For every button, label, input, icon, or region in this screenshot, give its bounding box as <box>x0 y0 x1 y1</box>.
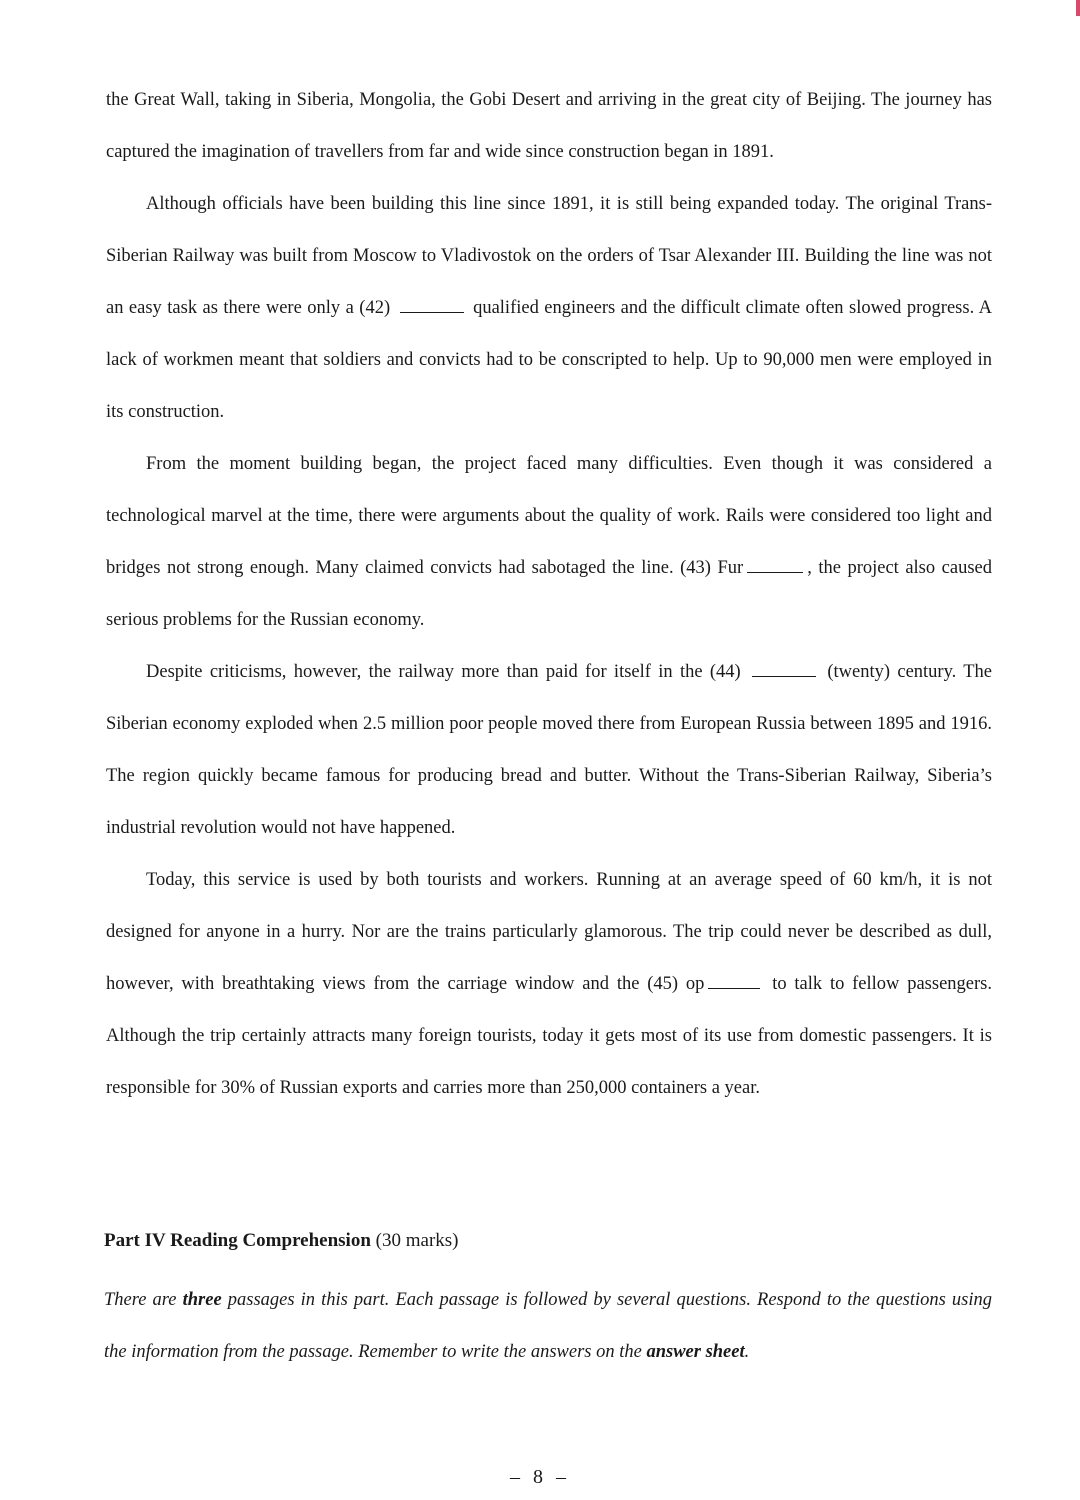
instructions-emphasis-answer-sheet: answer sheet <box>646 1342 745 1362</box>
part-title: Part IV Reading Comprehension <box>104 1230 371 1251</box>
instructions-period: . <box>744 1342 750 1362</box>
part-marks: (30 marks) <box>375 1230 459 1251</box>
blank-42 <box>400 311 464 313</box>
blank-43 <box>747 571 803 573</box>
part-instructions <box>104 1274 992 1378</box>
passage-paragraph-4 <box>106 646 992 854</box>
paragraph-1-text: the Great Wall, taking in Siberia, Mongolia, the Gobi Desert and arriving in the great city of Beijing. The journey has captured the imagination of travellers from far and wide since construction began in 1891. <box>106 90 992 162</box>
part-heading <box>104 1230 459 1252</box>
instructions-text-1: There are <box>104 1290 177 1310</box>
passage-paragraph-1 <box>106 74 992 178</box>
instructions-text-2: passages in this part. Each passage is followed by several questions. Respond to the questions using the information from the passage. Remember to write the answers on the <box>104 1290 993 1362</box>
paragraph-5-text-after: to talk to fellow passengers. Although the trip certainly attracts many foreign tourists, today it gets most of its use from domestic passengers. It is responsible for 30% of Russian exports and carries more than 250,000 containers a year. <box>106 974 992 1098</box>
passage-paragraph-2 <box>106 178 992 438</box>
paragraph-4-text-before: Despite criticisms, however, the railway more than paid for itself in the (44) <box>146 662 741 682</box>
passage-paragraph-5 <box>106 854 992 1114</box>
passage-text <box>106 74 992 1114</box>
blank-44 <box>752 675 816 677</box>
blank-45 <box>708 987 760 989</box>
corner-mark <box>1076 0 1080 16</box>
passage-paragraph-3 <box>106 438 992 646</box>
paragraph-5-text-before: Today, this service is used by both tourists and workers. Running at an average speed of 60 km/h, it is not designed for anyone in a hurry. Nor are the trains particularly glamorous. The trip could never be described as dull, however, with breathtaking views from the carriage window and the (45) op <box>106 870 992 994</box>
paragraph-3-text-after: , the project also caused serious problems for the Russian economy. <box>106 558 992 630</box>
paragraph-2-text-before: Although officials have been building this line since 1891, it is still being expanded today. The original Trans-Siberian Railway was built from Moscow to Vladivostok on the orders of Tsar Alexander III. Building the line was not an easy task as there were only a (42) <box>106 194 992 318</box>
paragraph-3-text-before: From the moment building began, the project faced many difficulties. Even though it was considered a technological marvel at the time, there were arguments about the quality of work. Rails were considered too light and bridges not strong enough. Many claimed convicts had sabotaged the line. (43) Fur <box>106 454 992 578</box>
paragraph-2-text-after: qualified engineers and the difficult climate often slowed progress. A lack of workmen meant that soldiers and convicts had to be conscripted to help. Up to 90,000 men were employed in its construction. <box>106 298 993 422</box>
instructions-emphasis-three: three <box>182 1290 222 1310</box>
page-number: – 8 – <box>510 1466 570 1488</box>
paragraph-4-text-after: (twenty) century. The Siberian economy exploded when 2.5 million poor people moved there from European Russia between 1895 and 1916. The region quickly became famous for producing bread and butter. Without the Trans-Siberian Railway, Siberia’s industrial revolution would not have happened. <box>106 662 993 838</box>
